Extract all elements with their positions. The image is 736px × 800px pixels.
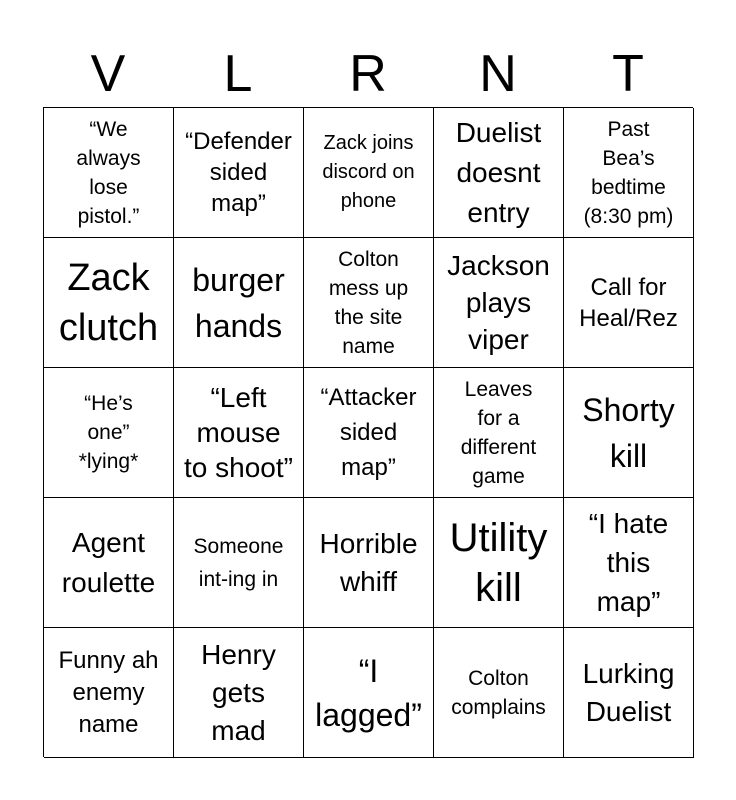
- bingo-cell[interactable]: [434, 498, 564, 628]
- bingo-cell[interactable]: [44, 108, 174, 238]
- bingo-cell[interactable]: [174, 498, 304, 628]
- bingo-cell[interactable]: [304, 108, 434, 238]
- bingo-cell[interactable]: [564, 238, 694, 368]
- cell-text: “We always lose pistol.”: [76, 117, 141, 228]
- cell-text: Zack clutch: [58, 256, 159, 349]
- cell-text: Someone int-ing in: [193, 534, 284, 591]
- bingo-cell[interactable]: [434, 628, 564, 758]
- header-letter-n: N: [479, 45, 517, 103]
- cell-text: Jackson plays viper: [447, 250, 550, 355]
- cell-text: Utility kill: [449, 515, 548, 610]
- bingo-cell[interactable]: [174, 368, 304, 498]
- cell-text: burger hands: [192, 261, 285, 344]
- cell-text: “Attacker sided map”: [320, 384, 417, 481]
- cell-text: “He’s one” *lying*: [78, 392, 139, 473]
- bingo-cell[interactable]: [434, 108, 564, 238]
- bingo-cell[interactable]: [174, 628, 304, 758]
- cell-text: “Left mouse to shoot”: [184, 382, 293, 483]
- cell-text: Funny ah enemy name: [58, 646, 159, 738]
- bingo-cell[interactable]: [564, 368, 694, 498]
- bingo-cell[interactable]: [304, 368, 434, 498]
- bingo-cell[interactable]: [44, 628, 174, 758]
- cell-text: Agent roulette: [61, 526, 156, 598]
- cell-text: Call for Heal/Rez: [579, 273, 678, 332]
- cell-text: Colton complains: [451, 666, 546, 719]
- cell-text: Leaves for a different game: [460, 377, 537, 488]
- bingo-cell[interactable]: [304, 498, 434, 628]
- bingo-cell[interactable]: [44, 498, 174, 628]
- bingo-cell[interactable]: [564, 498, 694, 628]
- cell-text: Duelist doesnt entry: [455, 116, 542, 228]
- header-letter-l: L: [223, 45, 253, 103]
- bingo-board: [43, 107, 693, 757]
- cell-text: Henry gets mad: [201, 638, 276, 746]
- cell-text: “I hate this map”: [588, 508, 669, 617]
- bingo-header: [43, 40, 693, 108]
- bingo-cell[interactable]: [304, 628, 434, 758]
- bingo-cell[interactable]: [564, 628, 694, 758]
- header-letter-r: R: [349, 45, 387, 103]
- cell-text: Colton mess up the site name: [328, 247, 409, 358]
- cell-text: Past Bea’s bedtime (8:30 pm): [583, 117, 674, 228]
- cell-text: Zack joins discord on phone: [322, 132, 415, 212]
- bingo-cell[interactable]: [174, 108, 304, 238]
- header-letter-t: T: [612, 45, 644, 103]
- cell-text: “Defender sided map”: [185, 128, 292, 217]
- cell-text: Lurking Duelist: [582, 657, 675, 727]
- header-letter-v: V: [90, 45, 126, 103]
- cell-text: Horrible whiff: [319, 527, 418, 597]
- bingo-cell[interactable]: [44, 368, 174, 498]
- cell-text: “I lagged”: [315, 652, 422, 733]
- bingo-cell[interactable]: [434, 368, 564, 498]
- cell-text: Shorty kill: [582, 391, 675, 474]
- bingo-cell[interactable]: [304, 238, 434, 368]
- bingo-cell[interactable]: [174, 238, 304, 368]
- bingo-cell[interactable]: [44, 238, 174, 368]
- bingo-cell[interactable]: [434, 238, 564, 368]
- bingo-cell[interactable]: [564, 108, 694, 238]
